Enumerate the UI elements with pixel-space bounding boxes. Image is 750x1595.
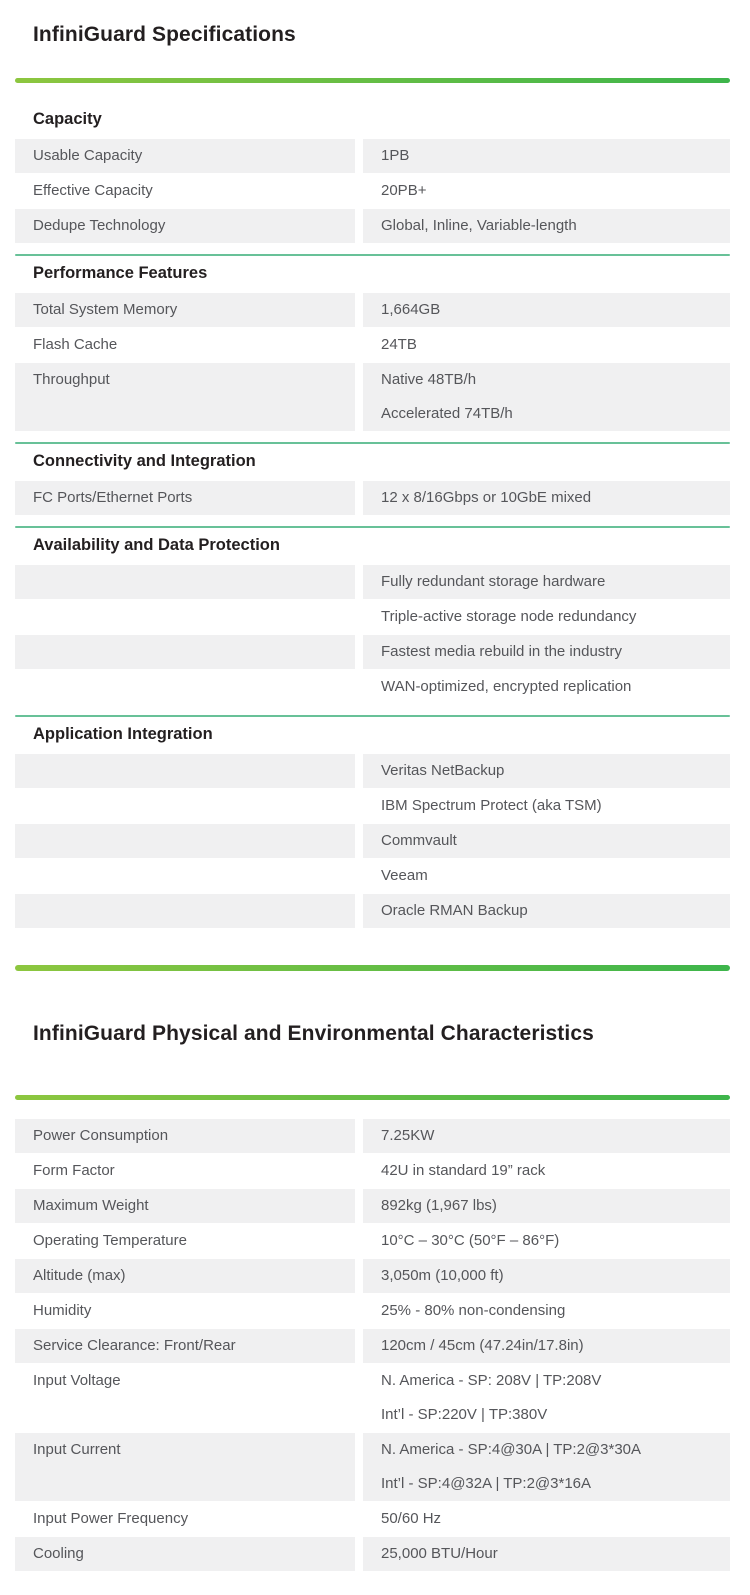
spec-row [15, 754, 730, 788]
spec-label: Maximum Weight [33, 1197, 149, 1214]
spec-value-line: 25,000 BTU/Hour [381, 1545, 498, 1562]
spec-row [15, 1364, 730, 1432]
spec-rows [15, 1119, 730, 1571]
spec-label: Flash Cache [33, 336, 118, 353]
spec-value-cell [363, 328, 730, 362]
spec-row [15, 293, 730, 327]
spec-label-cell [15, 1119, 355, 1153]
spec-label-cell [15, 1364, 355, 1432]
spec-row [15, 824, 730, 858]
spec-label: Service Clearance: Front/Rear [33, 1337, 236, 1354]
spec-label-cell [15, 1224, 355, 1258]
spec-value-cell [363, 1119, 730, 1153]
spec-row [15, 174, 730, 208]
spec-row [15, 1259, 730, 1293]
spec-value-line: Fastest media rebuild in the industry [381, 643, 622, 660]
spec-value-cell [363, 1189, 730, 1223]
spec-label-cell [15, 635, 355, 669]
spec-label: Input Current [33, 1441, 121, 1458]
spec-label [15, 635, 355, 669]
spec-label-cell [15, 824, 355, 858]
spec-value-line: Commvault [381, 832, 457, 849]
spec-label: Dedupe Technology [33, 217, 166, 234]
spec-row [15, 635, 730, 669]
spec-label [15, 600, 355, 634]
spec-value-cell [363, 1364, 730, 1432]
spec-label [15, 859, 355, 893]
spec-label [15, 824, 355, 858]
spec-value-line: 1PB [381, 147, 410, 164]
spec-label-cell [15, 174, 355, 208]
spec-row [15, 209, 730, 243]
spec-value-cell [363, 670, 730, 704]
spec-value-cell [363, 209, 730, 243]
spec-value-line: 42U in standard 19” rack [381, 1162, 546, 1179]
spec-row [15, 1189, 730, 1223]
spec-row [15, 670, 730, 704]
spec-label-cell [15, 1154, 355, 1188]
spec-value-cell [363, 1294, 730, 1328]
spec-value-line: Global, Inline, Variable-length [381, 217, 577, 234]
spec-row [15, 894, 730, 928]
section-heading: Application Integration [33, 725, 213, 743]
spec-label-cell [15, 1259, 355, 1293]
spec-value-line: Oracle RMAN Backup [381, 902, 528, 919]
table-end-rule [15, 965, 730, 971]
spec-row [15, 1224, 730, 1258]
spec-value-cell [363, 363, 730, 431]
spec-value-line: 10°C – 30°C (50°F – 86°F) [381, 1232, 560, 1249]
spec-label: Input Power Frequency [33, 1510, 189, 1527]
spec-label-cell [15, 328, 355, 362]
spec-value-cell [363, 174, 730, 208]
spec-value-line: IBM Spectrum Protect (aka TSM) [381, 797, 602, 814]
spec-value-line: Fully redundant storage hardware [381, 573, 606, 590]
spec-row [15, 1329, 730, 1363]
spec-row [15, 1537, 730, 1571]
spec-label: Effective Capacity [33, 182, 153, 199]
spec-value-cell [363, 139, 730, 173]
physical-characteristics-table [15, 1021, 730, 1571]
section-divider-rule [15, 715, 730, 717]
spec-sections [15, 109, 730, 928]
spec-value-line: 24TB [381, 336, 417, 353]
spec-value-cell [363, 481, 730, 515]
spec-value-cell [363, 754, 730, 788]
spec-label-cell [15, 754, 355, 788]
section-divider-rule [15, 442, 730, 444]
spec-label [15, 789, 355, 823]
spec-value-line: Veritas NetBackup [381, 762, 505, 779]
spec-label: Usable Capacity [33, 147, 143, 164]
spec-value-line: 25% - 80% non-condensing [381, 1302, 566, 1319]
spec-value-line: WAN-optimized, encrypted replication [381, 678, 632, 695]
spec-label-cell [15, 293, 355, 327]
spec-label: Power Consumption [33, 1127, 169, 1144]
section-divider-rule [15, 254, 730, 256]
page-title: InfiniGuard Specifications [33, 23, 296, 46]
spec-row [15, 1119, 730, 1153]
spec-row [15, 1154, 730, 1188]
spec-value-cell [363, 565, 730, 599]
spec-value-line: 892kg (1,967 lbs) [381, 1197, 497, 1214]
spec-value-line: 50/60 Hz [381, 1510, 442, 1527]
spec-label-cell [15, 894, 355, 928]
spec-value-line: 12 x 8/16Gbps or 10GbE mixed [381, 489, 592, 506]
spec-label [15, 894, 355, 928]
spec-row [15, 565, 730, 599]
spec-row [15, 363, 730, 431]
title-underline-rule [15, 1095, 730, 1100]
spec-label-cell [15, 565, 355, 599]
spec-label-cell [15, 1433, 355, 1501]
section-heading: Availability and Data Protection [33, 536, 280, 554]
spec-row [15, 139, 730, 173]
spec-label-cell [15, 1329, 355, 1363]
specifications-table [15, 22, 730, 971]
spec-value-cell [363, 1502, 730, 1536]
spec-label [15, 565, 355, 599]
spec-value-line: 120cm / 45cm (47.24in/17.8in) [381, 1337, 584, 1354]
spec-label-cell [15, 600, 355, 634]
spec-row [15, 1502, 730, 1536]
spec-value-cell [363, 1329, 730, 1363]
title-underline-rule [15, 78, 730, 83]
section-heading: Capacity [33, 110, 102, 128]
section-heading: Performance Features [33, 264, 208, 282]
spec-value-cell [363, 1224, 730, 1258]
spec-label-cell [15, 139, 355, 173]
spec-value-line: 7.25KW [381, 1127, 435, 1144]
spec-label: Input Voltage [33, 1372, 121, 1389]
spec-label [15, 754, 355, 788]
spec-label [15, 670, 355, 704]
spec-label: Humidity [33, 1302, 92, 1319]
spec-value-cell [363, 1259, 730, 1293]
spec-value-cell [363, 600, 730, 634]
spec-label: FC Ports/Ethernet Ports [33, 489, 193, 506]
spec-value-line: 3,050m (10,000 ft) [381, 1267, 504, 1284]
spec-value-line: 20PB+ [381, 182, 427, 199]
spec-label: Cooling [33, 1545, 84, 1562]
section-divider-rule [15, 526, 730, 528]
page-title: InfiniGuard Physical and Environmental Characteristics [33, 1022, 594, 1045]
spec-label-cell [15, 789, 355, 823]
spec-value-cell [363, 859, 730, 893]
spec-value-cell [363, 635, 730, 669]
spec-value-line: N. America - SP:4@30A | TP:2@3*30A [381, 1441, 642, 1458]
spec-value-cell [363, 1537, 730, 1571]
spec-row [15, 859, 730, 893]
spec-row [15, 1294, 730, 1328]
spec-row [15, 1433, 730, 1501]
spec-label-cell [15, 209, 355, 243]
spec-label-cell [15, 670, 355, 704]
spec-row [15, 600, 730, 634]
spec-value-cell [363, 824, 730, 858]
spec-value-line: Int’l - SP:220V | TP:380V [381, 1406, 548, 1423]
spec-value-cell [363, 894, 730, 928]
spec-value-cell [363, 1433, 730, 1501]
spec-value-cell [363, 789, 730, 823]
spec-label: Total System Memory [33, 301, 178, 318]
spec-value-line: Triple-active storage node redundancy [381, 608, 637, 625]
spec-label-cell [15, 481, 355, 515]
spec-value-cell [363, 1154, 730, 1188]
spec-row [15, 789, 730, 823]
spec-value-line: Accelerated 74TB/h [381, 405, 513, 422]
spec-label-cell [15, 859, 355, 893]
spec-label-cell [15, 1189, 355, 1223]
spec-label-cell [15, 1537, 355, 1571]
spec-value-line: Native 48TB/h [381, 371, 477, 388]
spec-label: Throughput [33, 371, 110, 388]
spec-label-cell [15, 363, 355, 431]
spec-value-line: Int’l - SP:4@32A | TP:2@3*16A [381, 1475, 592, 1492]
spec-value-line: 1,664GB [381, 301, 441, 318]
spec-row [15, 328, 730, 362]
spec-label: Form Factor [33, 1162, 115, 1179]
spec-label-cell [15, 1294, 355, 1328]
spec-value-cell [363, 293, 730, 327]
spec-row [15, 481, 730, 515]
spec-label: Altitude (max) [33, 1267, 126, 1284]
spec-value-line: Veeam [381, 867, 428, 884]
spec-label: Operating Temperature [33, 1232, 187, 1249]
spec-value-line: N. America - SP: 208V | TP:208V [381, 1372, 602, 1389]
spec-label-cell [15, 1502, 355, 1536]
section-heading: Connectivity and Integration [33, 452, 256, 470]
